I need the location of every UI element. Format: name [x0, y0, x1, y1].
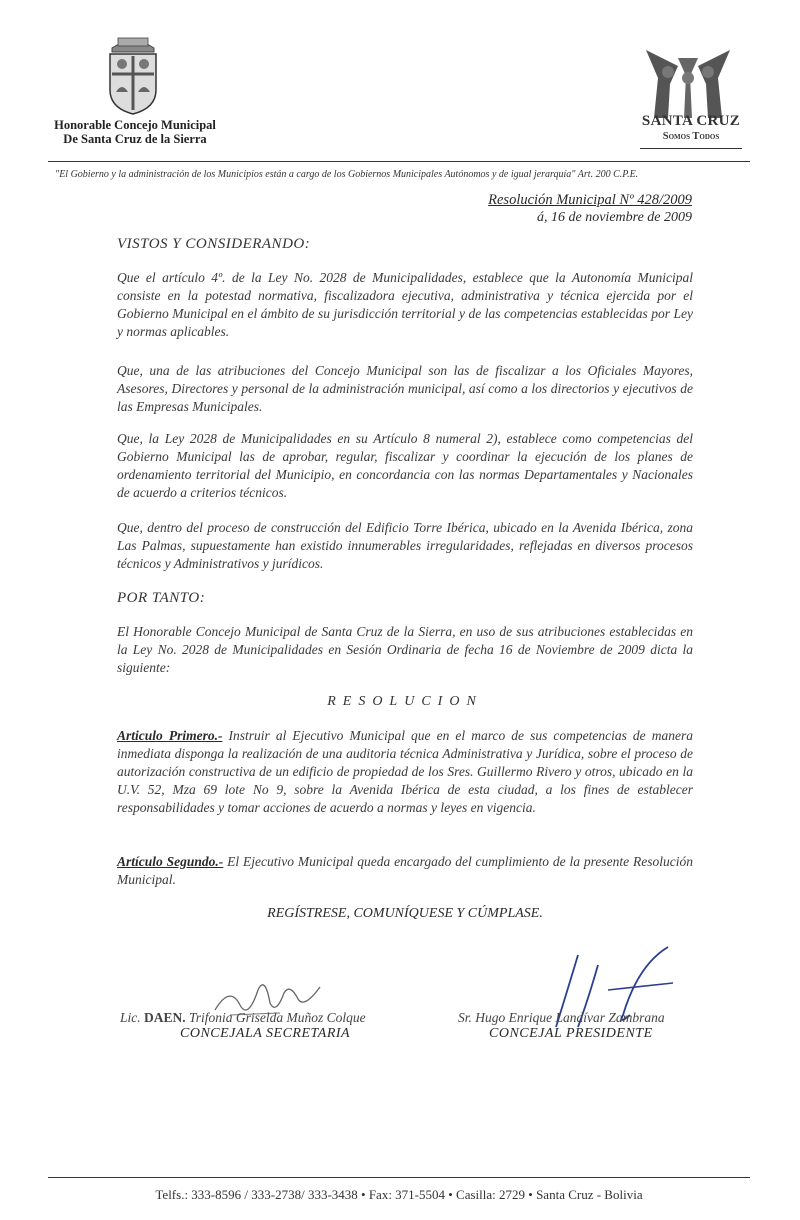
resolution-date: á, 16 de noviembre de 2009	[537, 210, 692, 225]
logo-underline	[640, 148, 742, 149]
considerando-paragraph-1: Que el artículo 4º. de la Ley No. 2028 de Municipalidades, establece que la Autonomía Municipal consiste en la potestad normativa, fiscalizadora ejecutiva, administrativa y técnica ejercida por el Gobierno Municipal en el ámbito de su jurisdicción territorial y de las competencias establecidas por Ley y normas aplicables.	[117, 270, 693, 339]
considerando-paragraph-2: Que, una de las atribuciones del Concejo Municipal son las de fiscalizar a los Oficiales Mayores, Asesores, Directores y personal de la administración municipal, así como a los directorios y ejecutivos de las Empresas Municipales.	[117, 363, 693, 414]
constitution-quote: "El Gobierno y la administración de los Municipios están a cargo de los Gobiernos Municipales Autónomos y de igual jerarquía" Art. 200 C.P.E.	[55, 169, 639, 180]
coat-of-arms-emblem	[104, 30, 162, 116]
article-one-text: Instruir al Ejecutivo Municipal que en el marco de sus competencias de manera inmediata disponga la realización de una auditoria técnica Administrativa y Jurídica, sobre el proceso de autorización constructiva de un edificio de propiedad de los Sres. Guillermo Rivero y otros, ubicado en la U.V. 52, Mza 69 lote No 9, sobre la Avenida Ibérica de esta ciudad, a los fines de establecer responsabilidades y tomar acciones de acuerdo a normas y leyes en vigencia.	[117, 728, 693, 815]
council-name-line1: Honorable Concejo Municipal	[54, 118, 216, 132]
secretary-title: CONCEJALA SECRETARIA	[180, 1026, 351, 1041]
vistos-heading: VISTOS Y CONSIDERANDO:	[117, 236, 311, 252]
article-two	[117, 853, 693, 889]
closing-formula: REGÍSTRESE, COMUNÍQUESE Y CÚMPLASE.	[267, 906, 543, 921]
secretary-degree: DAEN.	[144, 1010, 186, 1025]
secretary-prefix: Lic.	[120, 1010, 145, 1025]
president-title: CONCEJAL PRESIDENTE	[489, 1026, 653, 1041]
secretary-fullname: Trifonia Griselda Muñoz Colque	[185, 1010, 366, 1025]
resolucion-heading: RESOLUCION	[327, 694, 483, 709]
article-two-label: Artículo Segundo.-	[117, 854, 224, 869]
considerando-paragraph-3: Que, la Ley 2028 de Municipalidades en su Artículo 8 numeral 2), establece como competencias del Gobierno Municipal las de aprobar, regular, fiscalizar y coordinar la ejecución de los planes de ordenamiento territorial del Municipio, en concordancia con las normas Departamentales y Nacionales de acuerdo a criterios técnicos.	[117, 431, 693, 500]
portanto-paragraph: El Honorable Concejo Municipal de Santa Cruz de la Sierra, en uso de sus atribuciones establecidas en la Ley No. 2028 de Municipalidades en Sesión Ordinaria de fecha 16 de Noviembre de 2009 dicta la siguiente:	[117, 624, 693, 675]
footer-divider	[48, 1177, 750, 1178]
santa-cruz-logo-figures	[628, 48, 748, 120]
footer-contact: Telfs.: 333-8596 / 333-2738/ 333-3438 • Fax: 371-5504 • Casilla: 2729 • Santa Cruz - Bolivia	[155, 1187, 643, 1202]
article-one-label: Articulo Primero.-	[117, 728, 223, 743]
president-name: Sr. Hugo Enrique Landívar Zambrana	[458, 1010, 665, 1025]
article-one	[117, 727, 693, 817]
article-two-text: El Ejecutivo Municipal queda encargado del cumplimiento de la presente Resolución Municipal.	[117, 854, 693, 887]
resolution-number: Resolución Municipal Nº 428/2009	[488, 192, 692, 208]
logo-subtitle: Somos Todos	[662, 131, 720, 142]
council-name-line2: De Santa Cruz de la Sierra	[63, 132, 207, 146]
considerando-paragraph-4: Que, dentro del proceso de construcción del Edificio Torre Ibérica, ubicado en la Avenida Ibérica, zona Las Palmas, supuestamente han existido innumerables irregularidades, reflejadas en diversos procesos técnicos y Administrativos y jurídicos.	[117, 520, 693, 571]
portanto-heading: POR TANTO:	[117, 590, 206, 606]
logo-title: SANTA CRUZ	[641, 113, 741, 129]
council-name	[40, 118, 230, 146]
secretary-name	[120, 1010, 366, 1026]
header-divider	[48, 161, 750, 162]
